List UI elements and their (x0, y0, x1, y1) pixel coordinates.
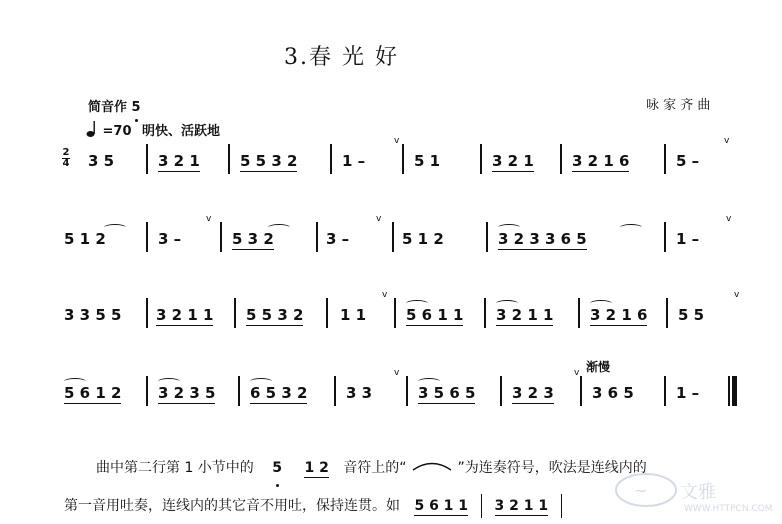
slur-mark (158, 378, 180, 385)
barline (392, 222, 394, 252)
barline (664, 144, 666, 174)
key-signature (88, 96, 141, 115)
slur-symbol-icon (411, 460, 457, 476)
measure: 5 1 (414, 152, 441, 170)
measure: 3 2 3 5 (158, 384, 216, 402)
slur-mark (496, 300, 518, 307)
svg-text:文雅: 文雅 (680, 482, 716, 503)
measure: 3 2 1 (492, 152, 534, 170)
barline (334, 376, 336, 406)
barline (146, 144, 148, 174)
measure: 1 1 (340, 306, 367, 324)
footnote-text: 第一音用吐奏，连线内的其它音不用吐，保持连贯。如 (64, 498, 400, 514)
watermark (606, 468, 776, 518)
tempo-text: 明快、活跃地 (142, 124, 221, 139)
key-label: 简音作 (88, 100, 128, 115)
measure: 3 5 6 5 (418, 384, 476, 402)
watermark-url: WWW.HTTPCN.COM (684, 504, 773, 514)
score-line-4 (60, 360, 750, 420)
breath-mark: v (394, 368, 400, 378)
measure: 5 3 2 (232, 230, 274, 248)
score-line-2 (60, 214, 750, 266)
barline (666, 298, 668, 328)
measure: 5 5 (678, 306, 705, 324)
measure: 5 – (676, 152, 700, 170)
barline (146, 222, 148, 252)
barline (220, 222, 222, 252)
score-line-1 (60, 136, 750, 188)
barline (238, 376, 240, 406)
measure: 5 5 3 2 (240, 152, 298, 170)
barline (664, 376, 666, 406)
breath-mark: v (376, 214, 382, 224)
barline (326, 298, 328, 328)
page-title: 3.春 光 好 (284, 45, 399, 70)
slur-mark (590, 300, 612, 307)
footnote-example-slur: 1 2 (304, 460, 329, 476)
barline (146, 298, 148, 328)
breath-mark: v (574, 368, 580, 378)
slur-mark (250, 378, 272, 385)
barline (664, 222, 666, 252)
barline (480, 144, 482, 174)
barline (486, 222, 488, 252)
measure: 3 2 1 6 (590, 306, 648, 324)
key-note: 5 (131, 100, 141, 115)
footnote-text: ”为连奏符号，吹法是连线内的 (457, 460, 647, 476)
slur-mark (418, 378, 440, 385)
breath-mark: v (206, 214, 212, 224)
measure: 3 – (158, 230, 182, 248)
slur-mark (620, 224, 642, 231)
measure: 3 2 1 6 (572, 152, 630, 170)
score-line-3 (60, 290, 750, 342)
measure: 3 5 (88, 152, 115, 170)
slur-mark (498, 224, 520, 231)
quarter-note-icon (86, 124, 103, 139)
measure: 1 – (342, 152, 366, 170)
measure: 3 2 1 1 (156, 306, 214, 324)
footnote-line-1 (96, 456, 647, 480)
barline (146, 376, 148, 406)
footnote-line-2 (64, 494, 562, 518)
composer-credit: 咏 家 齐 曲 (646, 98, 711, 113)
footnote-text: 音符上的“ (343, 460, 407, 476)
slur-mark (104, 224, 126, 231)
breath-mark: v (726, 214, 732, 224)
measure: 3 2 3 3 6 5 (498, 230, 587, 248)
measure: 5 1 2 (402, 230, 444, 248)
measure: 6 5 3 2 (250, 384, 308, 402)
final-barline-thin (728, 376, 730, 406)
barline (484, 298, 486, 328)
svg-text:~: ~ (634, 481, 648, 500)
measure: 3 – (326, 230, 350, 248)
measure: 5 6 1 2 (64, 384, 122, 402)
barline (560, 144, 562, 174)
barline (316, 222, 318, 252)
barline (234, 298, 236, 328)
barline (481, 494, 483, 518)
breath-mark: v (394, 136, 400, 146)
measure: 5 5 3 2 (246, 306, 304, 324)
measure: 1 – (676, 384, 700, 402)
tempo-marking (86, 120, 220, 139)
tempo-value: =70 (102, 124, 132, 139)
measure: 3 6 5 (592, 384, 634, 402)
barline (578, 298, 580, 328)
breath-mark: v (382, 290, 388, 300)
measure: 3 2 1 (158, 152, 200, 170)
slur-mark (64, 378, 86, 385)
barline (500, 376, 502, 406)
final-barline-thick (732, 376, 737, 406)
breath-mark: v (724, 136, 730, 146)
barline (228, 144, 230, 174)
measure: 3 3 (346, 384, 373, 402)
barline (561, 494, 563, 518)
measure: 3 3 5 5 (64, 306, 122, 324)
breath-mark: v (734, 290, 740, 300)
measure: 3 2 3 (512, 384, 554, 402)
footnote-example-measure: 5 6 1 1 (414, 498, 469, 514)
measure: 3 2 1 1 (496, 306, 554, 324)
measure: 1 – (676, 230, 700, 248)
ritardando-mark: 渐慢 (586, 360, 611, 374)
slur-mark (268, 224, 290, 231)
footnote-text: 曲中第二行第 1 小节中的 (96, 460, 254, 476)
slur-mark (406, 300, 428, 307)
measure: 5 6 1 1 (406, 306, 464, 324)
barline (406, 376, 408, 406)
measure: 5 1 2 (64, 230, 106, 248)
barline (580, 376, 582, 406)
footnote-example-note: 5 (272, 456, 282, 480)
barline (394, 298, 396, 328)
barline (330, 144, 332, 174)
barline (402, 144, 404, 174)
footnote-example-measure: 3 2 1 1 (494, 498, 549, 514)
time-signature: 2 4 (62, 147, 70, 169)
